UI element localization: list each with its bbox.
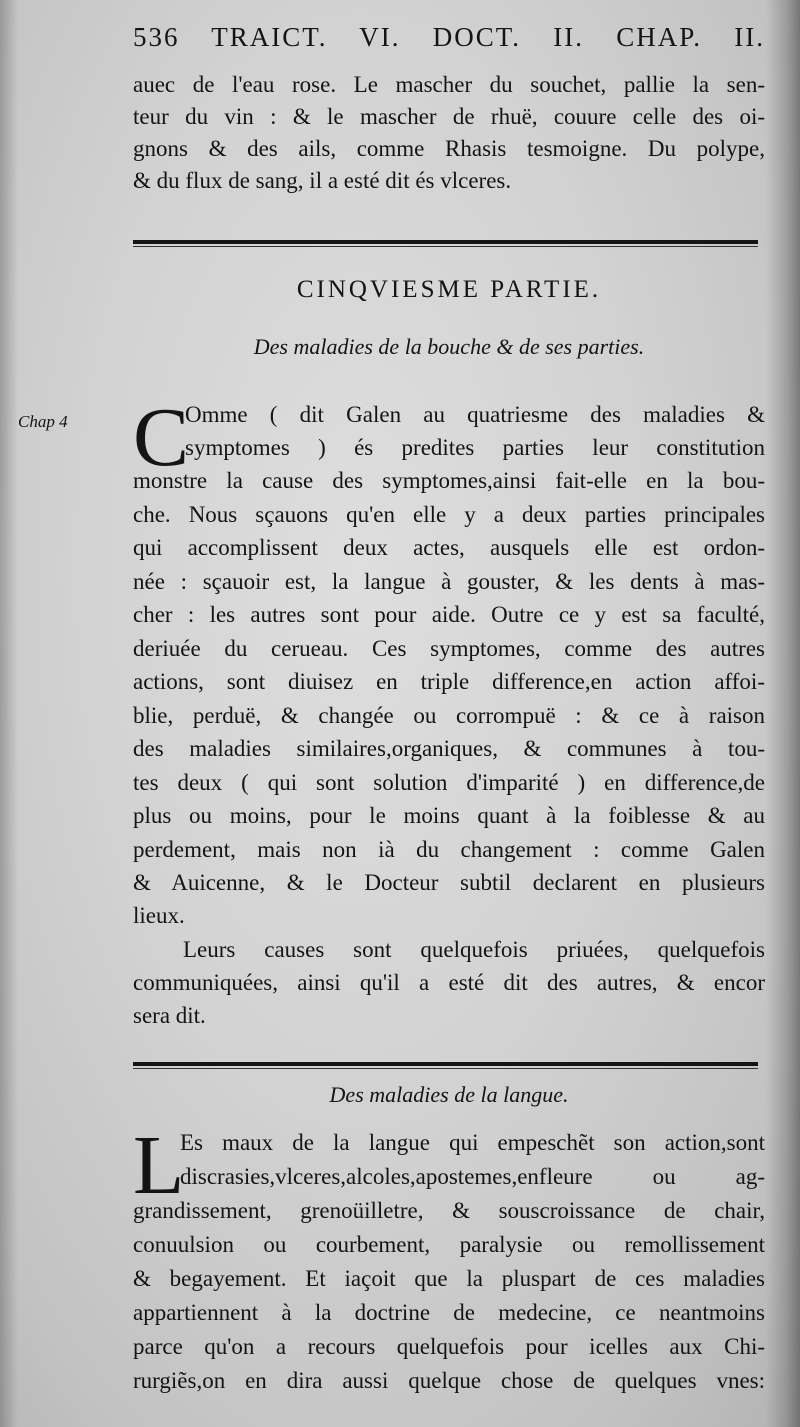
text-line: & begayement. Et iaçoit que la pluspart de ces maladies: [133, 1266, 765, 1291]
text-line: auec de l'eau rose. Le mascher du souchet, pallie la sen-: [133, 72, 765, 97]
text-line: gnons & des ails, comme Rhasis tesmoigne. Du polype,: [133, 136, 765, 161]
section-rule: [133, 240, 758, 244]
text-line: cher : les autres sont pour aide. Outre ce y est sa faculté,: [133, 602, 765, 627]
text-line: & du flux de sang, il a esté dit és vlceres.: [133, 168, 512, 193]
text-line: grandissement, grenoüilletre, & souscroissance de chair,: [133, 1198, 765, 1223]
text-line: blie, perduë, & changée ou corrompuë : & ce à raison: [133, 703, 765, 728]
page-left-shadow: [0, 0, 18, 1427]
page-gutter-shadow: [766, 0, 800, 1427]
text-line: conuulsion ou courbement, paralysie ou remollissement: [133, 1232, 765, 1257]
subsection-rule: [133, 1062, 758, 1066]
text-line: Es maux de la langue qui empeschẽt son action,sont: [180, 1130, 765, 1155]
text-line: actions, sont diuisez en triple difference,en action affoi-: [133, 669, 765, 694]
text-line: teur du vin : & le mascher de rhuë, couure celle des oi-: [133, 104, 765, 129]
text-line: rurgiẽs,on en dira aussi quelque chose de quelques vnes:: [133, 1368, 765, 1393]
text-line: plus ou moins, pour le moins quant à la foiblesse & au: [133, 803, 765, 828]
text-line: des maladies similaires,organiques, & communes à tou-: [133, 736, 765, 761]
text-line: appartiennent à la doctrine de medecine, ce neantmoins: [133, 1300, 765, 1325]
text-line: discrasies,vlceres,alcoles,apostemes,enfleure ou ag-: [180, 1164, 765, 1189]
subsection-title: Des maladies de la langue.: [329, 1082, 569, 1107]
text-line: Leurs causes sont quelquefois priuées, quelquefois: [183, 937, 765, 962]
text-line: Omme ( dit Galen au quatriesme des maladies &: [185, 402, 765, 427]
text-line: symptomes ) és predites parties leur constitution: [185, 435, 765, 460]
text-line: communiquées, ainsi qu'il a esté dit des autres, & encor: [133, 970, 765, 995]
text-line: perdement, mais non ià du changement : comme Galen: [133, 837, 765, 862]
text-line: lieux.: [133, 903, 185, 928]
text-line: & Auicenne, & le Docteur subtil declarent en plusieurs: [133, 870, 765, 895]
section-title: CINQVIESME PARTIE.: [296, 276, 602, 303]
running-head: 536 TRAICT. VI. DOCT. II. CHAP. II.: [133, 22, 765, 52]
text-line: monstre la cause des symptomes,ainsi fait-elle en la bou-: [133, 468, 765, 493]
text-line: sera dit.: [133, 1003, 206, 1028]
text-line: che. Nous sçauons qu'en elle y a deux parties principales: [133, 502, 765, 527]
drop-cap: C: [133, 391, 190, 484]
text-line: née : sçauoir est, la langue à gouster, & les dents à mas-: [133, 569, 765, 594]
section-subtitle: Des maladies de la bouche & de ses parties.: [253, 334, 645, 359]
text-line: qui accomplissent deux actes, ausquels elle est ordon-: [133, 535, 765, 560]
margin-note: Chap 4: [18, 412, 68, 431]
drop-cap: L: [133, 1119, 185, 1212]
text-line: deriuée du cerueau. Ces symptomes, comme des autres: [133, 636, 765, 661]
text-line: parce qu'on a recours quelquefois pour icelles aux Chi-: [133, 1334, 765, 1359]
text-line: tes deux ( qui sont solution d'imparité ) en difference,de: [133, 770, 765, 795]
